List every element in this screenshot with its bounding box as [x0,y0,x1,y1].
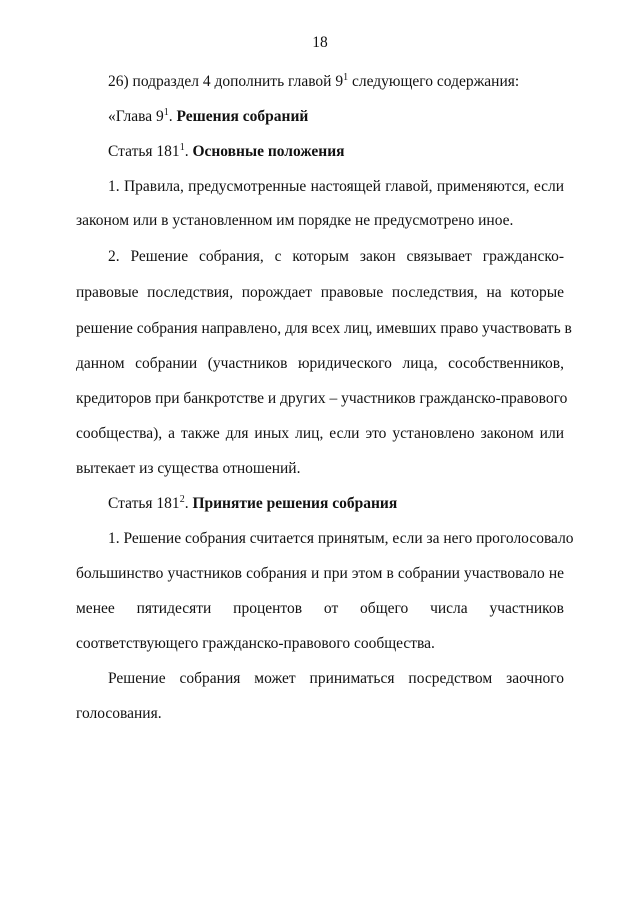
chapter-heading [108,107,308,127]
article1-prefix: Статья 181 [108,143,180,160]
page-number: 18 [312,34,328,51]
chapter-dot: . [168,108,177,125]
paragraph-line: 2. Решение собрания, с которым закон связывает гражданско- [108,248,564,265]
chapter-prefix: «Глава 9 [108,108,164,125]
paragraph-line: 1. Правила, предусмотренные настоящей главой, применяются, если [108,178,564,195]
intro-line [108,72,519,92]
paragraph-line: голосования. [76,705,162,722]
article1-title: Основные положения [192,143,345,160]
intro-prefix: 26) подраздел 4 дополнить главой 9 [108,73,344,90]
paragraph-line: сообщества), а также для иных лиц, если это установлено законом или [76,425,564,442]
paragraph-line: 1. Решение собрания считается принятым, если за него проголосовало [108,530,574,547]
article2-title: Принятие решения собрания [192,495,398,512]
article2-heading [108,494,397,514]
article2-prefix: Статья 181 [108,495,180,512]
paragraph-line: законом или в установленном им порядке не предусмотрено иное. [76,212,514,229]
paragraph-line: данном собрании (участников юридического лица, сособственников, [76,355,564,372]
paragraph-line: решение собрания направлено, для всех лиц, имевших право участвовать в [76,320,572,337]
intro-sup: 1 [343,71,349,83]
paragraph-line: соответствующего гражданско-правового сообщества. [76,635,435,652]
paragraph-line: большинство участников собрания и при этом в собрании участвовало не [76,565,564,582]
intro-suffix: следующего содержания: [348,73,520,90]
article1-heading [108,142,345,162]
article1-dot: . [184,143,193,160]
article2-sup: 2 [179,493,185,505]
article2-dot: . [184,495,193,512]
chapter-title: Решения собраний [176,108,309,125]
paragraph-line: менее пятидесяти процентов от общего числа участников [76,600,564,617]
paragraph-line: вытекает из существа отношений. [76,460,301,477]
paragraph-line: Решение собрания может приниматься посредством заочного [108,670,564,687]
article1-sup: 1 [179,141,185,153]
paragraph-line: кредиторов при банкротстве и других – участников гражданско-правового [76,390,568,407]
chapter-sup: 1 [163,106,169,118]
paragraph-line: правовые последствия, порождает правовые последствия, на которые [76,284,564,301]
